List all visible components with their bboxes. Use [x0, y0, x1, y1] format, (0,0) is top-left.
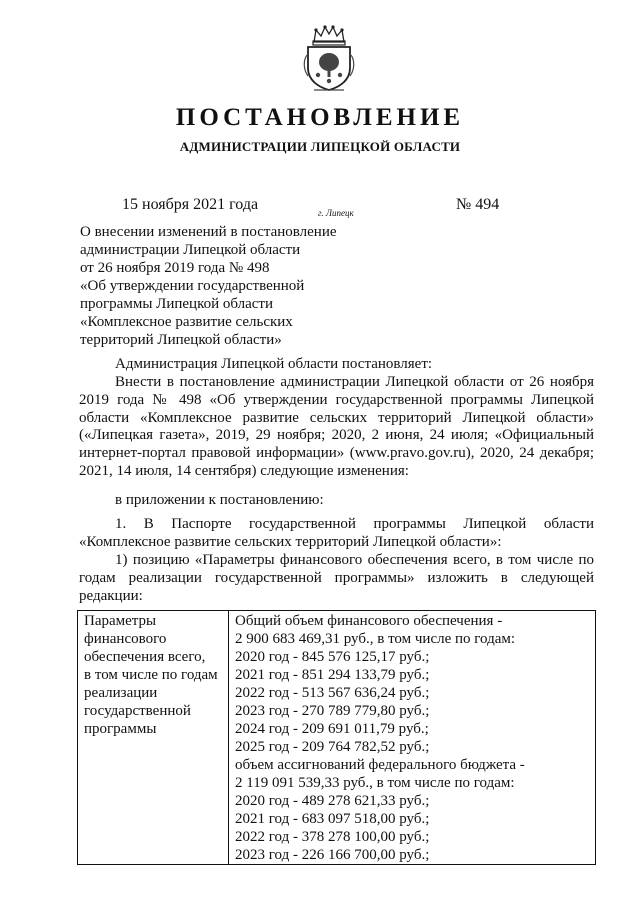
table-row: [78, 611, 596, 865]
document-date: 15 ноября 2021 года: [122, 196, 259, 213]
document-city: г. Липецк: [318, 208, 354, 218]
subitem-1-paragraph: [79, 552, 594, 605]
subject-line: территорий Липецкой области»: [80, 332, 282, 348]
cell-line: программы: [84, 721, 157, 737]
intro-line: 2019 года № 498 «Об утверждении государственной программы Липецкой: [79, 391, 594, 408]
subject-line: «Комплексное развитие сельских: [80, 314, 293, 330]
cell-line: 2024 год - 209 691 011,79 руб.;: [235, 721, 429, 737]
cell-line: 2021 год - 683 097 518,00 руб.;: [235, 811, 430, 827]
subject-line: от 26 ноября 2019 года № 498: [80, 260, 270, 276]
financing-table: [77, 610, 596, 865]
cell-line: 2020 год - 489 278 621,33 руб.;: [235, 793, 430, 809]
intro-line: области «Комплексное развитие сельских территорий Липецкой области»: [79, 409, 594, 426]
item-1-line: 1. В Паспорте государственной программы Липецкой области: [115, 516, 594, 532]
cell-line: 2 119 091 539,33 руб., в том числе по годам:: [235, 775, 515, 791]
subject-line: «Об утверждении государственной: [80, 278, 305, 294]
intro-line: («Липецкая газета», 2019, 29 ноября; 2020, 2 июня, 24 июля; «Официальный: [79, 427, 594, 444]
cell-line: 2022 год - 378 278 100,00 руб.;: [235, 829, 430, 845]
cell-line: обеспечения всего,: [84, 649, 206, 665]
intro-line: 2021, 14 июля, 14 сентября) следующие изменения:: [79, 462, 409, 479]
cell-line: 2023 год - 226 166 700,00 руб.;: [235, 847, 430, 863]
subject-line: администрации Липецкой области: [80, 242, 301, 258]
issuing-authority: АДМИНИСТРАЦИИ ЛИПЕЦКОЙ ОБЛАСТИ: [179, 139, 461, 154]
subject-line: программы Липецкой области: [80, 296, 274, 312]
cell-line: 2023 год - 270 789 779,80 руб.;: [235, 703, 430, 719]
cell-line: Параметры: [84, 613, 157, 629]
subitem-1-line: 1) позицию «Параметры финансового обеспечения всего, в том числе по: [115, 552, 594, 568]
cell-line: 2020 год - 845 576 125,17 руб.;: [235, 649, 430, 665]
item-1-paragraph: [79, 516, 594, 552]
lipetsk-coat-of-arms-icon: [302, 24, 356, 92]
document-subject: [80, 223, 380, 349]
document-title: ПОСТАНОВЛЕНИЕ: [175, 104, 465, 131]
subitem-1-line: годам реализации государственной программы» изложить в следующей: [79, 569, 594, 586]
cell-line: Общий объем финансового обеспечения -: [235, 613, 503, 629]
cell-line: финансового: [84, 631, 167, 647]
cell-line: объем ассигнований федерального бюджета -: [235, 757, 525, 773]
cell-line: государственной: [84, 703, 191, 719]
intro-paragraph: [79, 374, 594, 481]
cell-line: реализации: [84, 685, 158, 701]
cell-line: 2 900 683 469,31 руб., в том числе по годам:: [235, 631, 516, 647]
parameter-value-cell: [229, 611, 596, 865]
subitem-1-line: редакции:: [79, 587, 143, 604]
parameter-name-cell: [78, 611, 229, 865]
subject-line: О внесении изменений в постановление: [80, 224, 337, 240]
resolves-paragraph: [79, 356, 594, 374]
document-number: № 494: [456, 196, 500, 213]
item-1-line: «Комплексное развитие сельских территорий Липецкой области»:: [79, 533, 502, 550]
appendix-text: в приложении к постановлению:: [115, 492, 324, 508]
intro-line: Внести в постановление администрации Липецкой области от 26 ноября: [115, 374, 594, 390]
cell-line: 2021 год - 851 294 133,79 руб.;: [235, 667, 430, 683]
appendix-paragraph: [79, 492, 594, 510]
cell-line: в том числе по годам: [84, 667, 218, 683]
cell-line: 2025 год - 209 764 782,52 руб.;: [235, 739, 430, 755]
intro-line: интернет-портал правовой информации» (www.pravo.gov.ru), 2020, 24 декабря;: [79, 445, 594, 462]
cell-line: 2022 год - 513 567 636,24 руб.;: [235, 685, 430, 701]
resolves-text: Администрация Липецкой области постановляет:: [115, 356, 433, 372]
